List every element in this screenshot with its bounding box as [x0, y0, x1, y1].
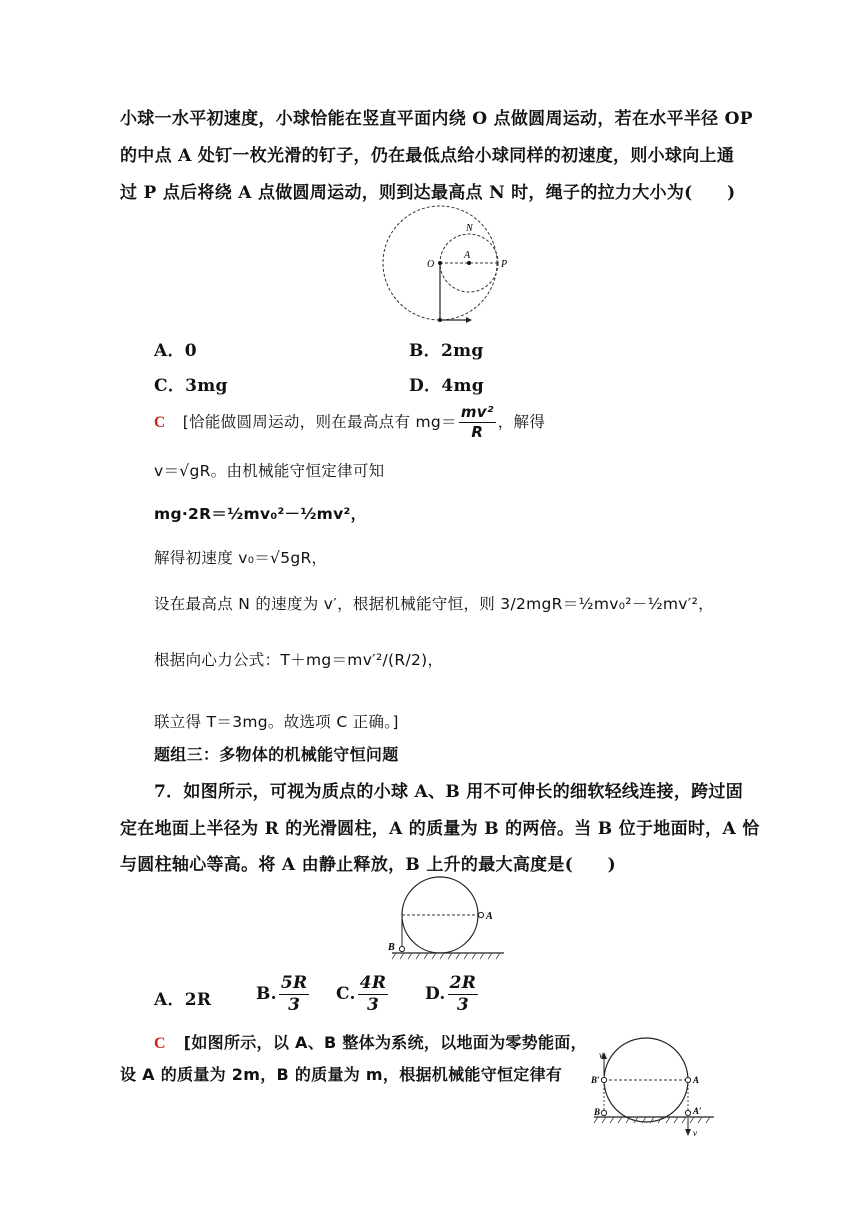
- problem6-line1: 小球一水平初速度，小球恰能在竖直平面内绕 O 点做圆周运动，若在水平半径 OP: [120, 109, 753, 129]
- label-a: A: [464, 250, 471, 261]
- problem7-line1: 7．如图所示，可视为质点的小球 A、B 用不可伸长的细软轻线连接，跨过固: [154, 782, 744, 802]
- group3-title: 题组三：多物体的机械能守恒问题: [154, 745, 399, 764]
- solution6-line1: C [恰能做圆周运动，则在最高点有 mg＝ $\frac{\text{mv²}}{R}$ ，解得: [154, 403, 546, 441]
- solution7-line2: 设 A 的质量为 2m，B 的质量为 m，根据机械能守恒定律有: [120, 1065, 563, 1084]
- option-c: C．3mg: [154, 376, 228, 396]
- solution6-line3: mg·2R＝½mv₀²－½mv²，: [154, 505, 367, 523]
- option7-d: D. $\frac{2R}{3}$: [425, 973, 477, 1015]
- label-o: O: [427, 259, 435, 270]
- problem7-line2: 定在地面上半径为 R 的光滑圆柱，A 的质量为 B 的两倍。当 B 位于地面时，A 恰: [120, 819, 760, 839]
- label-v-down: v: [693, 1128, 697, 1138]
- option-b: B．2mg: [409, 341, 484, 361]
- option-a: A．0: [154, 341, 197, 361]
- option-d: D．4mg: [409, 376, 484, 396]
- label-b-prime: B′: [591, 1075, 600, 1085]
- answer6: C: [154, 414, 166, 431]
- solution6-line4: 解得初速度 v₀＝√5gR，: [154, 549, 328, 567]
- label-a-prime: A′: [693, 1106, 702, 1116]
- solution7-line1: C [如图所示，以 A、B 整体为系统，以地面为零势能面，: [154, 1033, 587, 1052]
- solution6-line2: v＝√gR。由机械能守恒定律可知: [154, 462, 385, 480]
- label-a: A: [693, 1075, 700, 1085]
- figure-cylinder-solution: [590, 1035, 720, 1141]
- problem6-line3: 过 P 点后将绕 A 点做圆周运动，则到达最高点 N 时，绳子的拉力大小为( ): [120, 183, 736, 203]
- option7-b: B. $\frac{5R}{3}$: [256, 973, 308, 1015]
- problem7-line3: 与圆柱轴心等高。将 A 由静止释放，B 上升的最大高度是( ): [120, 855, 616, 875]
- problem6-line2: 的中点 A 处钉一枚光滑的钉子，仍在最低点给小球同样的初速度，则小球向上通: [120, 146, 735, 166]
- solution6-line6: 根据向心力公式：T＋mg＝mv′²/(R/2)，: [154, 651, 444, 669]
- figure-cylinder: [382, 873, 506, 963]
- label-p: P: [501, 259, 508, 270]
- label-v-up: v: [599, 1050, 603, 1060]
- label-a: A: [486, 911, 493, 922]
- solution6-line7: 联立得 T＝3mg。故选项 C 正确。]: [154, 713, 399, 731]
- option7-c: C. $\frac{4R}{3}$: [336, 973, 387, 1015]
- figure-circle-pendulum: [380, 200, 510, 328]
- label-b: B: [388, 942, 395, 953]
- option7-a: A．2R: [154, 990, 212, 1010]
- solution6-line5: 设在最高点 N 的速度为 v′，根据机械能守恒，则 3/2mgR＝½mv₀²－½mv′²，: [154, 595, 714, 613]
- answer7: C: [154, 1035, 166, 1052]
- label-b: B: [594, 1107, 601, 1117]
- label-n: N: [466, 223, 473, 234]
